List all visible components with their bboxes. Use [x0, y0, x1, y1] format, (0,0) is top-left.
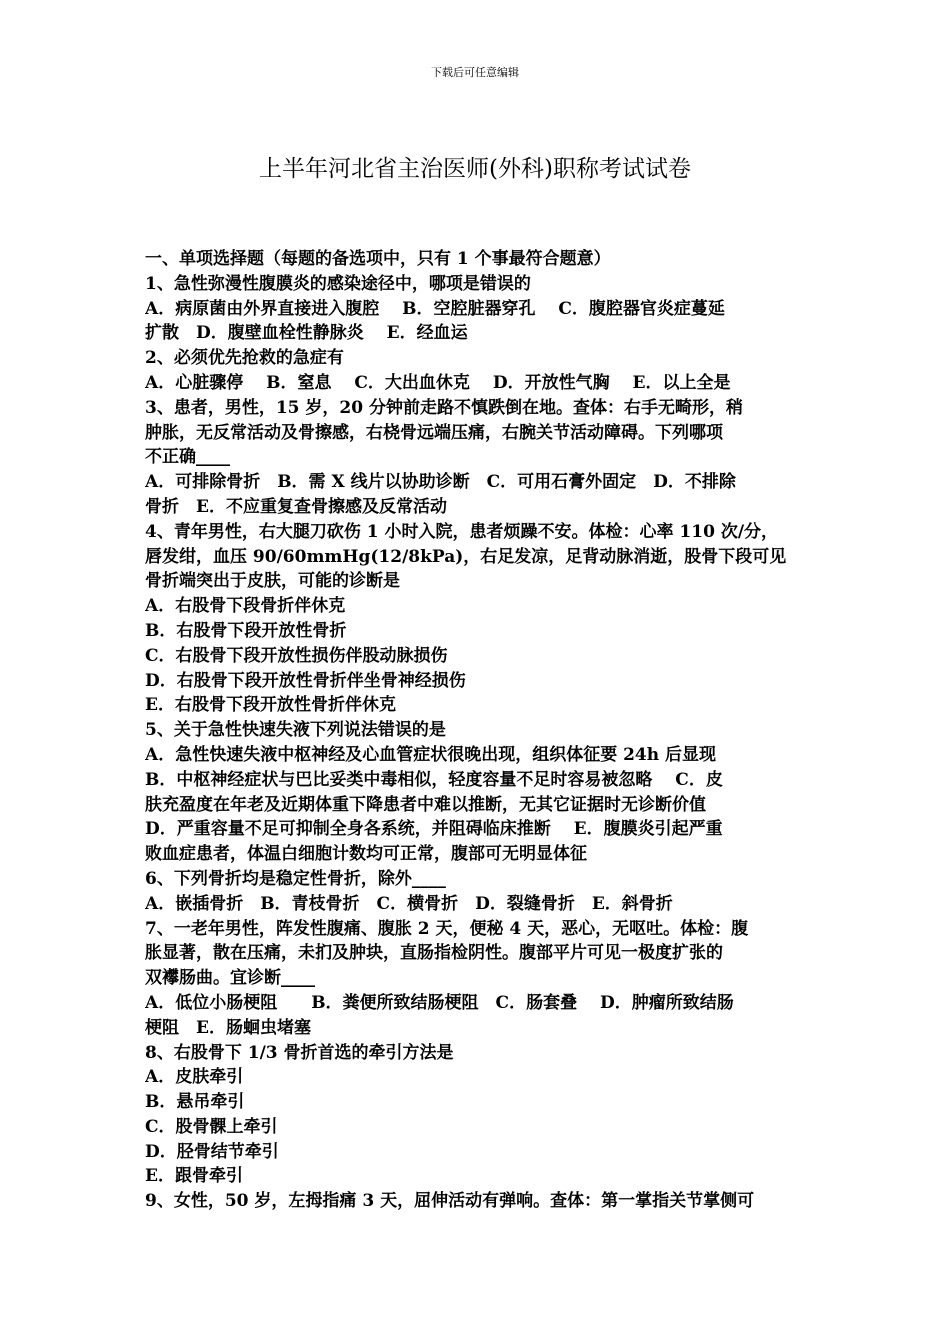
question-2-stem: 2、必须优先抢救的急症有: [145, 348, 344, 369]
question-7-stem: 7、一老年男性，阵发性腹痛、腹胀 2 天，便秘 4 天，恶心，无呕吐。体检：腹: [145, 918, 749, 939]
document-title: 上半年河北省主治医师(外科)职称考试试卷: [259, 156, 691, 182]
question-2-options-line: A．心脏骤停 B．窒息 C．大出血休克 D．开放性气胸 E．以上全是: [145, 372, 731, 393]
question-7-stem: 双襻肠曲。宜诊断____: [145, 968, 315, 989]
question-4-option: A．右股骨下段骨折伴休克: [145, 596, 346, 617]
question-4-option: C．右股骨下段开放性损伤伴股动脉损伤: [145, 645, 448, 666]
question-5-options-line: B．中枢神经症状与巴比妥类中毒相似，轻度容量不足时容易被忽略 C．皮: [145, 769, 723, 790]
question-8-option: A．皮肤牵引: [145, 1067, 244, 1088]
question-4-stem: 唇发绀，血压 90/60mmHg(12/8kPa)，右足发凉，足背动脉消逝，股骨下段可见: [145, 546, 787, 567]
exam-content: [145, 247, 813, 1214]
question-6-stem: 6、下列骨折均是稳定性骨折，除外____: [145, 868, 446, 889]
question-1-options-line: 扩散 D．腹壁血栓性静脉炎 E．经血运: [145, 323, 468, 344]
question-9-stem: 9、女性，50 岁，左拇指痛 3 天，屈伸活动有弹响。查体：第一掌指关节掌侧可: [145, 1191, 755, 1212]
question-1-stem: 1、急性弥漫性腹膜炎的感染途径中，哪项是错误的: [145, 273, 531, 294]
question-4-option: B．右股骨下段开放性骨折: [145, 620, 347, 641]
question-7-options-line: 梗阻 E．肠蛔虫堵塞: [145, 1017, 311, 1038]
question-5-options-line: A．急性快速失液中枢神经及心血管症状很晚出现，组织体征要 24h 后显现: [145, 744, 717, 765]
question-3-options-line: A．可排除骨折 B．需 X 线片以协助诊断 C．可用石膏外固定 D．不排除: [145, 472, 736, 493]
question-4-option: D．右股骨下段开放性骨折伴坐骨神经损伤: [145, 670, 466, 691]
question-5-stem: 5、关于急性快速失液下列说法错误的是: [145, 720, 446, 741]
question-8-option: C．股骨髁上牵引: [145, 1116, 278, 1137]
question-8-option: D．胫骨结节牵引: [145, 1141, 279, 1162]
question-3-stem: 肿胀，无反常活动及骨擦感，右桡骨远端压痛，右腕关节活动障碍。下列哪项: [145, 422, 723, 443]
question-5-options-line: D．严重容量不足可抑制全身各系统，并阻碍临床推断 E．腹膜炎引起严重: [145, 819, 723, 840]
question-4-stem: 骨折端突出于皮肤，可能的诊断是: [145, 571, 400, 592]
question-3-stem: 不正确____: [145, 447, 230, 468]
question-5-options-line: 败血症患者，体温白细胞计数均可正常，腹部可无明显体征: [145, 844, 587, 865]
question-4-stem: 4、青年男性，右大腿刀砍伤 1 小时入院，患者烦躁不安。体检：心率 110 次/分，: [145, 521, 779, 542]
question-3-options-line: 骨折 E．不应重复查骨擦感及反常活动: [145, 496, 447, 517]
question-8-option: E．跟骨牵引: [145, 1166, 243, 1187]
question-3-stem: 3、患者，男性，15 岁，20 分钟前走路不慎跌倒在地。查体：右手无畸形，稍: [145, 397, 743, 418]
page-header: 下载后可任意编辑: [431, 66, 519, 79]
question-8-option: B．悬吊牵引: [145, 1092, 245, 1113]
question-6-options-line: A．嵌插骨折 B．青枝骨折 C．横骨折 D．裂缝骨折 E．斜骨折: [145, 893, 673, 914]
question-8-stem: 8、右股骨下 1/3 骨折首选的牵引方法是: [145, 1042, 454, 1063]
section-heading: 一、单项选择题（每题的备选项中，只有 1 个事最符合题意）: [145, 249, 611, 269]
question-1-options-line: A．病原菌由外界直接进入腹腔 B．空腔脏器穿孔 C．腹腔器官炎症蔓延: [145, 298, 725, 319]
question-7-stem: 胀显著，散在压痛，未扪及肿块，直肠指检阴性。腹部平片可见一极度扩张的: [145, 943, 723, 964]
question-5-options-line: 肤充盈度在年老及近期体重下降患者中难以推断，无其它证据时无诊断价值: [145, 794, 706, 815]
question-4-option: E．右股骨下段开放性骨折伴休克: [145, 695, 396, 716]
question-7-options-line: A．低位小肠梗阻 B．粪便所致结肠梗阻 C．肠套叠 D．肿瘤所致结肠: [145, 992, 734, 1013]
